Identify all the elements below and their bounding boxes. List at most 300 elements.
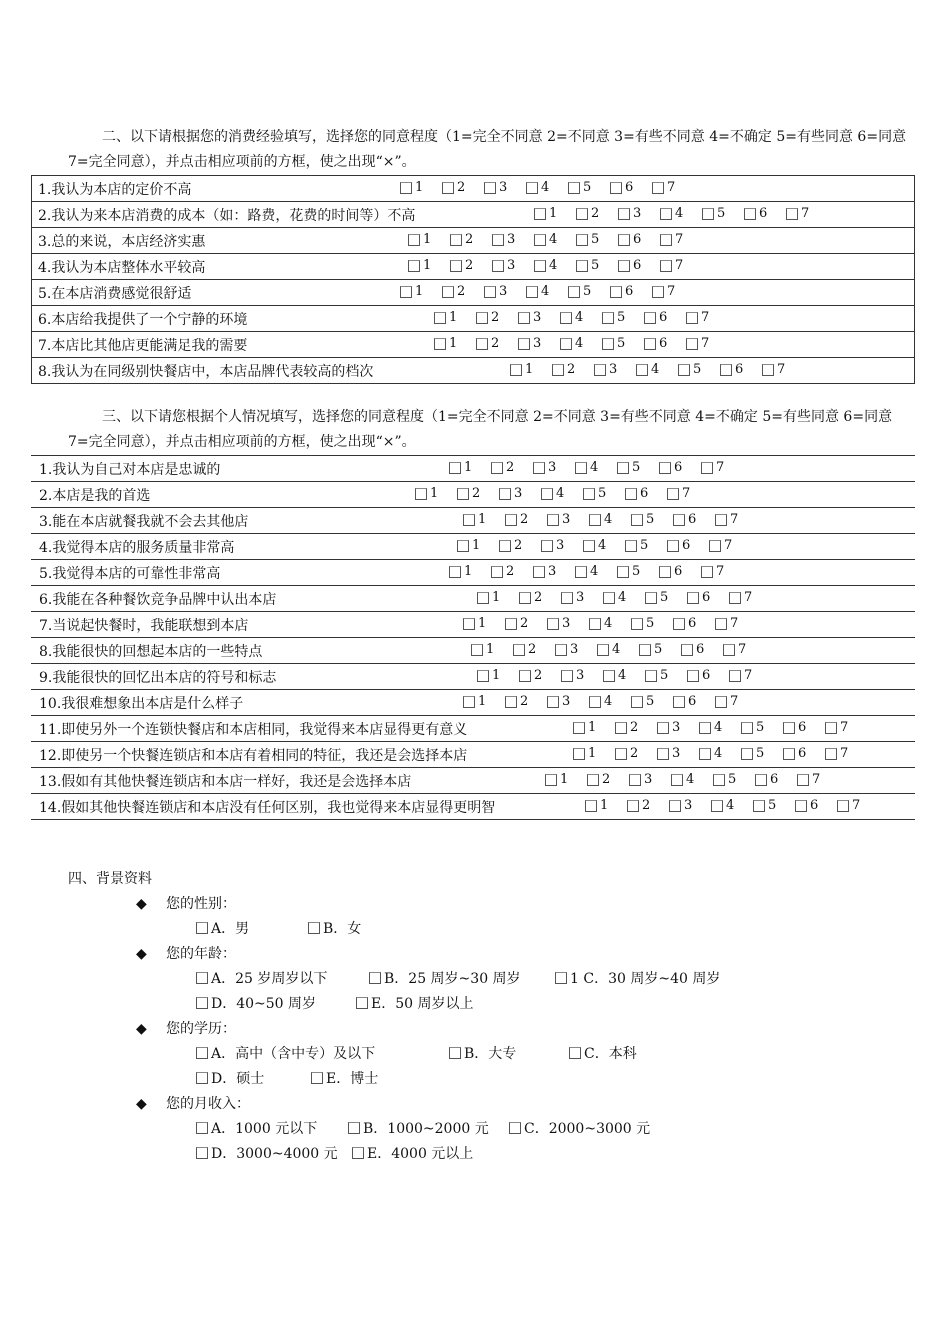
rating-option[interactable] bbox=[547, 512, 589, 527]
checkbox[interactable] bbox=[505, 514, 517, 526]
checkbox[interactable] bbox=[561, 670, 573, 682]
rating-option[interactable] bbox=[471, 642, 513, 657]
checkbox[interactable] bbox=[196, 997, 208, 1009]
checkbox[interactable] bbox=[196, 1072, 208, 1084]
checkbox[interactable] bbox=[499, 540, 511, 552]
rating-option[interactable] bbox=[576, 258, 618, 273]
checkbox[interactable] bbox=[575, 462, 587, 474]
rating-option[interactable] bbox=[457, 538, 499, 553]
checkbox[interactable] bbox=[568, 286, 580, 298]
checkbox[interactable] bbox=[463, 514, 475, 526]
checkbox[interactable] bbox=[196, 922, 208, 934]
rating-option[interactable] bbox=[652, 284, 694, 299]
rating-option[interactable] bbox=[463, 616, 505, 631]
rating-option[interactable] bbox=[555, 642, 597, 657]
rating-option[interactable] bbox=[491, 564, 533, 579]
rating-option[interactable] bbox=[741, 720, 783, 735]
checkbox[interactable] bbox=[702, 208, 714, 220]
checkbox[interactable] bbox=[533, 566, 545, 578]
rating-option[interactable] bbox=[783, 720, 825, 735]
rating-option[interactable] bbox=[568, 180, 610, 195]
checkbox[interactable] bbox=[471, 644, 483, 656]
checkbox[interactable] bbox=[196, 972, 208, 984]
rating-option[interactable] bbox=[729, 590, 771, 605]
checkbox[interactable] bbox=[617, 462, 629, 474]
rating-option[interactable] bbox=[541, 486, 583, 501]
checkbox[interactable] bbox=[645, 592, 657, 604]
rating-option[interactable] bbox=[499, 538, 541, 553]
checkbox[interactable] bbox=[505, 618, 517, 630]
checkbox[interactable] bbox=[755, 774, 767, 786]
checkbox[interactable] bbox=[686, 312, 698, 324]
checkbox[interactable] bbox=[625, 540, 637, 552]
checkbox[interactable] bbox=[434, 312, 446, 324]
checkbox[interactable] bbox=[450, 260, 462, 272]
checkbox[interactable] bbox=[541, 488, 553, 500]
rating-option[interactable] bbox=[533, 564, 575, 579]
checkbox[interactable] bbox=[518, 338, 530, 350]
checkbox[interactable] bbox=[713, 774, 725, 786]
rating-option[interactable] bbox=[667, 538, 709, 553]
checkbox[interactable] bbox=[629, 774, 641, 786]
rating-option[interactable] bbox=[701, 460, 743, 475]
checkbox[interactable] bbox=[744, 208, 756, 220]
rating-option[interactable] bbox=[783, 746, 825, 761]
checkbox[interactable] bbox=[560, 312, 572, 324]
checkbox[interactable] bbox=[583, 488, 595, 500]
checkbox[interactable] bbox=[615, 722, 627, 734]
rating-option[interactable] bbox=[491, 460, 533, 475]
rating-option[interactable] bbox=[837, 798, 879, 813]
rating-option[interactable] bbox=[534, 258, 576, 273]
rating-option[interactable] bbox=[615, 720, 657, 735]
checkbox[interactable] bbox=[673, 618, 685, 630]
checkbox[interactable] bbox=[687, 592, 699, 604]
checkbox[interactable] bbox=[631, 514, 643, 526]
checkbox[interactable] bbox=[652, 286, 664, 298]
checkbox[interactable] bbox=[519, 592, 531, 604]
rating-option[interactable] bbox=[713, 772, 755, 787]
checkbox[interactable] bbox=[837, 800, 849, 812]
checkbox[interactable] bbox=[625, 488, 637, 500]
checkbox[interactable] bbox=[673, 514, 685, 526]
rating-option[interactable] bbox=[513, 642, 555, 657]
checkbox[interactable] bbox=[594, 364, 606, 376]
checkbox[interactable] bbox=[585, 800, 597, 812]
checkbox[interactable] bbox=[639, 644, 651, 656]
rating-option[interactable] bbox=[660, 258, 702, 273]
checkbox[interactable] bbox=[669, 800, 681, 812]
checkbox[interactable] bbox=[560, 338, 572, 350]
checkbox[interactable] bbox=[534, 234, 546, 246]
checkbox[interactable] bbox=[576, 260, 588, 272]
rating-option[interactable] bbox=[671, 772, 713, 787]
checkbox[interactable] bbox=[463, 618, 475, 630]
checkbox[interactable] bbox=[492, 260, 504, 272]
checkbox[interactable] bbox=[534, 208, 546, 220]
checkbox[interactable] bbox=[686, 338, 698, 350]
checkbox[interactable] bbox=[476, 338, 488, 350]
rating-option[interactable] bbox=[715, 694, 757, 709]
rating-option[interactable] bbox=[786, 206, 828, 221]
checkbox[interactable] bbox=[795, 800, 807, 812]
rating-option[interactable] bbox=[652, 180, 694, 195]
rating-option[interactable] bbox=[615, 746, 657, 761]
rating-option[interactable] bbox=[526, 284, 568, 299]
checkbox[interactable] bbox=[463, 696, 475, 708]
checkbox[interactable] bbox=[711, 800, 723, 812]
rating-option[interactable] bbox=[449, 460, 491, 475]
checkbox[interactable] bbox=[352, 1147, 364, 1159]
rating-option[interactable] bbox=[617, 564, 659, 579]
rating-option[interactable] bbox=[589, 694, 631, 709]
rating-option[interactable] bbox=[618, 206, 660, 221]
rating-option[interactable] bbox=[594, 362, 636, 377]
checkbox[interactable] bbox=[603, 670, 615, 682]
rating-option[interactable] bbox=[547, 694, 589, 709]
checkbox[interactable] bbox=[457, 488, 469, 500]
rating-option[interactable] bbox=[602, 310, 644, 325]
checkbox[interactable] bbox=[715, 696, 727, 708]
checkbox[interactable] bbox=[450, 234, 462, 246]
rating-option[interactable] bbox=[534, 206, 576, 221]
checkbox[interactable] bbox=[583, 540, 595, 552]
rating-option[interactable] bbox=[755, 772, 797, 787]
checkbox[interactable] bbox=[603, 592, 615, 604]
checkbox[interactable] bbox=[568, 182, 580, 194]
rating-option[interactable] bbox=[825, 746, 867, 761]
checkbox[interactable] bbox=[555, 972, 567, 984]
checkbox[interactable] bbox=[541, 540, 553, 552]
checkbox[interactable] bbox=[415, 488, 427, 500]
rating-option[interactable] bbox=[617, 460, 659, 475]
rating-option[interactable] bbox=[660, 232, 702, 247]
checkbox[interactable] bbox=[631, 696, 643, 708]
checkbox[interactable] bbox=[657, 748, 669, 760]
checkbox[interactable] bbox=[723, 644, 735, 656]
checkbox[interactable] bbox=[627, 800, 639, 812]
rating-option[interactable] bbox=[729, 668, 771, 683]
checkbox[interactable] bbox=[610, 286, 622, 298]
checkbox[interactable] bbox=[526, 286, 538, 298]
rating-option[interactable] bbox=[450, 258, 492, 273]
rating-option[interactable] bbox=[699, 746, 741, 761]
checkbox[interactable] bbox=[369, 972, 381, 984]
checkbox[interactable] bbox=[400, 182, 412, 194]
checkbox[interactable] bbox=[659, 566, 671, 578]
checkbox[interactable] bbox=[555, 644, 567, 656]
checkbox[interactable] bbox=[602, 338, 614, 350]
rating-option[interactable] bbox=[534, 232, 576, 247]
checkbox[interactable] bbox=[660, 208, 672, 220]
checkbox[interactable] bbox=[569, 1047, 581, 1059]
rating-option[interactable] bbox=[660, 206, 702, 221]
checkbox[interactable] bbox=[678, 364, 690, 376]
rating-option[interactable] bbox=[450, 232, 492, 247]
rating-option[interactable] bbox=[434, 310, 476, 325]
checkbox[interactable] bbox=[786, 208, 798, 220]
checkbox[interactable] bbox=[449, 1047, 461, 1059]
rating-option[interactable] bbox=[589, 512, 631, 527]
rating-option[interactable] bbox=[476, 310, 518, 325]
rating-option[interactable] bbox=[561, 590, 603, 605]
checkbox[interactable] bbox=[720, 364, 732, 376]
checkbox[interactable] bbox=[699, 722, 711, 734]
rating-option[interactable] bbox=[699, 720, 741, 735]
checkbox[interactable] bbox=[477, 592, 489, 604]
checkbox[interactable] bbox=[618, 234, 630, 246]
checkbox[interactable] bbox=[196, 1047, 208, 1059]
rating-option[interactable] bbox=[825, 720, 867, 735]
checkbox[interactable] bbox=[659, 462, 671, 474]
rating-option[interactable] bbox=[723, 642, 765, 657]
rating-option[interactable] bbox=[589, 616, 631, 631]
rating-option[interactable] bbox=[576, 206, 618, 221]
rating-option[interactable] bbox=[400, 180, 442, 195]
rating-option[interactable] bbox=[645, 668, 687, 683]
checkbox[interactable] bbox=[673, 696, 685, 708]
checkbox[interactable] bbox=[681, 644, 693, 656]
rating-option[interactable] bbox=[610, 284, 652, 299]
rating-option[interactable] bbox=[499, 486, 541, 501]
checkbox[interactable] bbox=[545, 774, 557, 786]
rating-option[interactable] bbox=[561, 668, 603, 683]
rating-option[interactable] bbox=[510, 362, 552, 377]
checkbox[interactable] bbox=[709, 540, 721, 552]
checkbox[interactable] bbox=[476, 312, 488, 324]
checkbox[interactable] bbox=[510, 364, 522, 376]
rating-option[interactable] bbox=[686, 336, 728, 351]
checkbox[interactable] bbox=[573, 748, 585, 760]
checkbox[interactable] bbox=[762, 364, 774, 376]
checkbox[interactable] bbox=[783, 722, 795, 734]
rating-option[interactable] bbox=[408, 258, 450, 273]
checkbox[interactable] bbox=[505, 696, 517, 708]
checkbox[interactable] bbox=[575, 566, 587, 578]
checkbox[interactable] bbox=[449, 462, 461, 474]
rating-option[interactable] bbox=[625, 538, 667, 553]
checkbox[interactable] bbox=[576, 208, 588, 220]
checkbox[interactable] bbox=[457, 540, 469, 552]
checkbox[interactable] bbox=[797, 774, 809, 786]
rating-option[interactable] bbox=[687, 668, 729, 683]
checkbox[interactable] bbox=[825, 722, 837, 734]
checkbox[interactable] bbox=[311, 1072, 323, 1084]
rating-option[interactable] bbox=[753, 798, 795, 813]
checkbox[interactable] bbox=[526, 182, 538, 194]
checkbox[interactable] bbox=[573, 722, 585, 734]
rating-option[interactable] bbox=[560, 336, 602, 351]
rating-option[interactable] bbox=[505, 616, 547, 631]
checkbox[interactable] bbox=[484, 286, 496, 298]
rating-option[interactable] bbox=[560, 310, 602, 325]
rating-option[interactable] bbox=[686, 310, 728, 325]
rating-option[interactable] bbox=[667, 486, 709, 501]
rating-option[interactable] bbox=[610, 180, 652, 195]
checkbox[interactable] bbox=[657, 722, 669, 734]
checkbox[interactable] bbox=[618, 208, 630, 220]
rating-option[interactable] bbox=[587, 772, 629, 787]
checkbox[interactable] bbox=[715, 618, 727, 630]
rating-option[interactable] bbox=[744, 206, 786, 221]
checkbox[interactable] bbox=[534, 260, 546, 272]
rating-option[interactable] bbox=[519, 590, 561, 605]
rating-option[interactable] bbox=[476, 336, 518, 351]
checkbox[interactable] bbox=[434, 338, 446, 350]
checkbox[interactable] bbox=[519, 670, 531, 682]
rating-option[interactable] bbox=[657, 720, 699, 735]
checkbox[interactable] bbox=[636, 364, 648, 376]
rating-option[interactable] bbox=[709, 538, 751, 553]
checkbox[interactable] bbox=[484, 182, 496, 194]
checkbox[interactable] bbox=[518, 312, 530, 324]
checkbox[interactable] bbox=[671, 774, 683, 786]
rating-option[interactable] bbox=[741, 746, 783, 761]
checkbox[interactable] bbox=[547, 514, 559, 526]
rating-option[interactable] bbox=[585, 798, 627, 813]
checkbox[interactable] bbox=[449, 566, 461, 578]
rating-option[interactable] bbox=[505, 512, 547, 527]
rating-option[interactable] bbox=[576, 232, 618, 247]
checkbox[interactable] bbox=[561, 592, 573, 604]
checkbox[interactable] bbox=[491, 462, 503, 474]
checkbox[interactable] bbox=[308, 922, 320, 934]
rating-option[interactable] bbox=[463, 512, 505, 527]
rating-option[interactable] bbox=[526, 180, 568, 195]
checkbox[interactable] bbox=[660, 260, 672, 272]
rating-option[interactable] bbox=[603, 668, 645, 683]
checkbox[interactable] bbox=[408, 260, 420, 272]
rating-option[interactable] bbox=[545, 772, 587, 787]
checkbox[interactable] bbox=[509, 1122, 521, 1134]
checkbox[interactable] bbox=[729, 670, 741, 682]
rating-option[interactable] bbox=[631, 694, 673, 709]
rating-option[interactable] bbox=[442, 284, 484, 299]
checkbox[interactable] bbox=[667, 540, 679, 552]
rating-option[interactable] bbox=[673, 616, 715, 631]
checkbox[interactable] bbox=[631, 618, 643, 630]
checkbox[interactable] bbox=[644, 312, 656, 324]
rating-option[interactable] bbox=[644, 310, 686, 325]
rating-option[interactable] bbox=[505, 694, 547, 709]
checkbox[interactable] bbox=[533, 462, 545, 474]
rating-option[interactable] bbox=[434, 336, 476, 351]
rating-option[interactable] bbox=[603, 590, 645, 605]
rating-option[interactable] bbox=[552, 362, 594, 377]
rating-option[interactable] bbox=[518, 336, 560, 351]
checkbox[interactable] bbox=[196, 1122, 208, 1134]
rating-option[interactable] bbox=[720, 362, 762, 377]
rating-option[interactable] bbox=[659, 564, 701, 579]
rating-option[interactable] bbox=[711, 798, 753, 813]
checkbox[interactable] bbox=[602, 312, 614, 324]
rating-option[interactable] bbox=[463, 694, 505, 709]
rating-option[interactable] bbox=[715, 616, 757, 631]
rating-option[interactable] bbox=[618, 258, 660, 273]
rating-option[interactable] bbox=[639, 642, 681, 657]
rating-option[interactable] bbox=[415, 486, 457, 501]
checkbox[interactable] bbox=[701, 462, 713, 474]
checkbox[interactable] bbox=[610, 182, 622, 194]
checkbox[interactable] bbox=[753, 800, 765, 812]
checkbox[interactable] bbox=[587, 774, 599, 786]
checkbox[interactable] bbox=[442, 286, 454, 298]
rating-option[interactable] bbox=[631, 512, 673, 527]
rating-option[interactable] bbox=[681, 642, 723, 657]
rating-option[interactable] bbox=[477, 668, 519, 683]
rating-option[interactable] bbox=[669, 798, 711, 813]
rating-option[interactable] bbox=[795, 798, 837, 813]
rating-option[interactable] bbox=[477, 590, 519, 605]
checkbox[interactable] bbox=[408, 234, 420, 246]
rating-option[interactable] bbox=[659, 460, 701, 475]
rating-option[interactable] bbox=[568, 284, 610, 299]
rating-option[interactable] bbox=[519, 668, 561, 683]
rating-option[interactable] bbox=[541, 538, 583, 553]
checkbox[interactable] bbox=[617, 566, 629, 578]
rating-option[interactable] bbox=[575, 460, 617, 475]
rating-option[interactable] bbox=[645, 590, 687, 605]
checkbox[interactable] bbox=[715, 514, 727, 526]
checkbox[interactable] bbox=[597, 644, 609, 656]
rating-option[interactable] bbox=[573, 720, 615, 735]
checkbox[interactable] bbox=[589, 514, 601, 526]
checkbox[interactable] bbox=[442, 182, 454, 194]
rating-option[interactable] bbox=[687, 590, 729, 605]
checkbox[interactable] bbox=[741, 748, 753, 760]
checkbox[interactable] bbox=[615, 748, 627, 760]
rating-option[interactable] bbox=[673, 512, 715, 527]
rating-option[interactable] bbox=[631, 616, 673, 631]
rating-option[interactable] bbox=[442, 180, 484, 195]
checkbox[interactable] bbox=[477, 670, 489, 682]
rating-option[interactable] bbox=[618, 232, 660, 247]
checkbox[interactable] bbox=[741, 722, 753, 734]
rating-option[interactable] bbox=[629, 772, 671, 787]
rating-option[interactable] bbox=[715, 512, 757, 527]
rating-option[interactable] bbox=[518, 310, 560, 325]
rating-option[interactable] bbox=[602, 336, 644, 351]
checkbox[interactable] bbox=[348, 1122, 360, 1134]
rating-option[interactable] bbox=[797, 772, 839, 787]
checkbox[interactable] bbox=[783, 748, 795, 760]
rating-option[interactable] bbox=[533, 460, 575, 475]
rating-option[interactable] bbox=[597, 642, 639, 657]
rating-option[interactable] bbox=[484, 180, 526, 195]
checkbox[interactable] bbox=[492, 234, 504, 246]
rating-option[interactable] bbox=[492, 258, 534, 273]
rating-option[interactable] bbox=[701, 564, 743, 579]
checkbox[interactable] bbox=[491, 566, 503, 578]
checkbox[interactable] bbox=[667, 488, 679, 500]
rating-option[interactable] bbox=[575, 564, 617, 579]
checkbox[interactable] bbox=[701, 566, 713, 578]
checkbox[interactable] bbox=[652, 182, 664, 194]
checkbox[interactable] bbox=[618, 260, 630, 272]
rating-option[interactable] bbox=[657, 746, 699, 761]
rating-option[interactable] bbox=[678, 362, 720, 377]
rating-option[interactable] bbox=[492, 232, 534, 247]
checkbox[interactable] bbox=[499, 488, 511, 500]
rating-option[interactable] bbox=[449, 564, 491, 579]
rating-option[interactable] bbox=[627, 798, 669, 813]
rating-option[interactable] bbox=[625, 486, 667, 501]
checkbox[interactable] bbox=[400, 286, 412, 298]
checkbox[interactable] bbox=[660, 234, 672, 246]
rating-option[interactable] bbox=[583, 486, 625, 501]
rating-option[interactable] bbox=[583, 538, 625, 553]
rating-option[interactable] bbox=[636, 362, 678, 377]
